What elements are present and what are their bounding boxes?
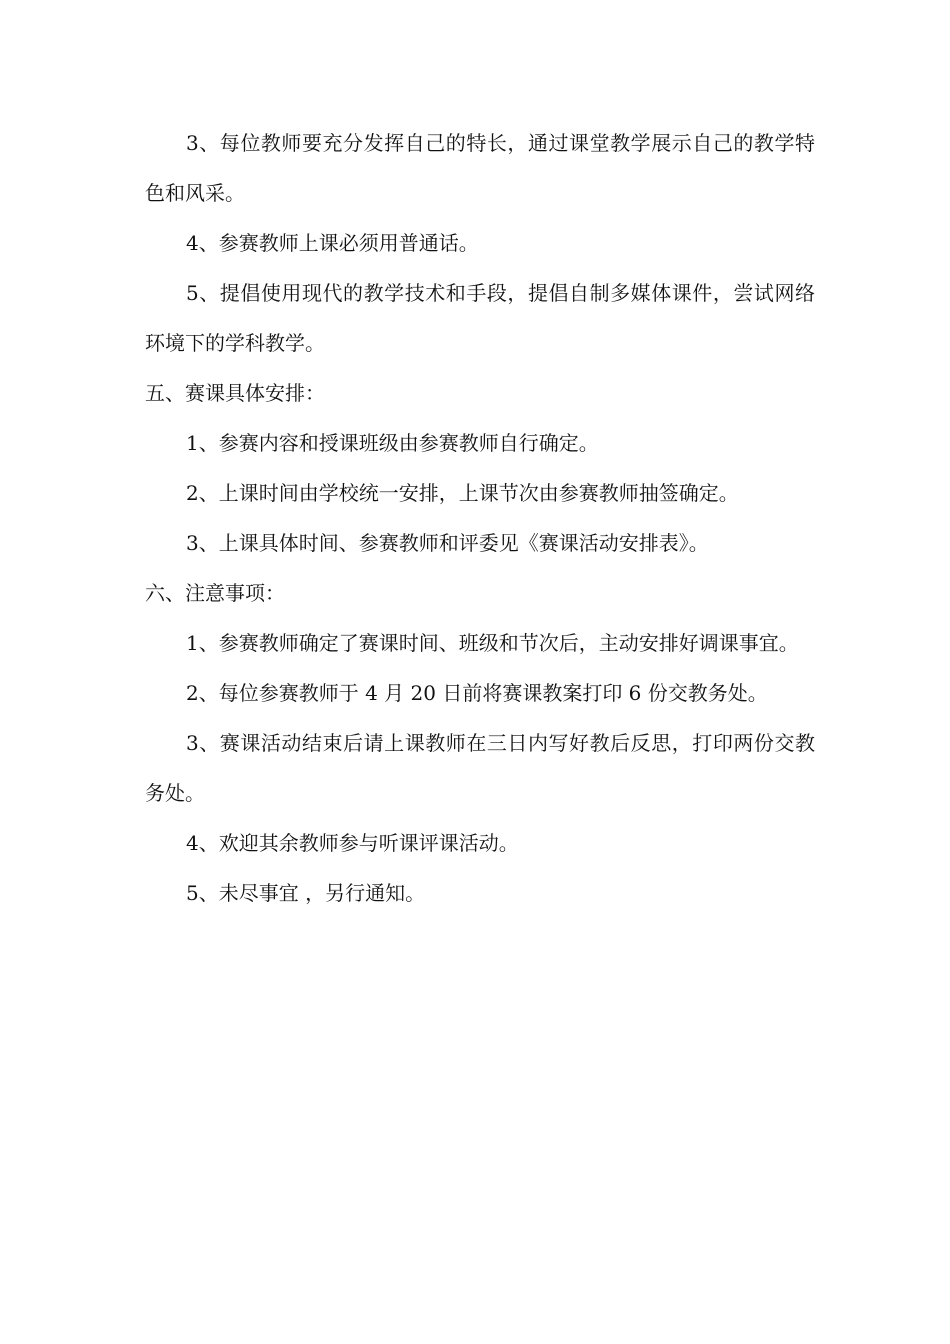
rule-item-4-mandarin: 4、参赛教师上课必须用普通话。 [186,231,479,255]
schedule-item-3: 3、上课具体时间、参赛教师和评委见《赛课活动安排表》。 [186,531,709,555]
schedule-item-1: 1、参赛内容和授课班级由参赛教师自行确定。 [186,431,599,455]
notes-item-5: 5、未尽事宜 ，另行通知。 [186,881,426,905]
notes-item-1: 1、参赛教师确定了赛课时间、班级和节次后，主动安排好调课事宜。 [186,631,799,655]
schedule-item-2: 2、上课时间由学校统一安排，上课节次由参赛教师抽签确定。 [186,481,739,505]
section-heading-notes: 六、注意事项： [145,581,285,605]
notes-item-3: 3、赛课活动结束后请上课教师在三日内写好教后反思，打印两份交教务处。 [145,731,815,805]
document-body [145,118,815,918]
rule-item-5-technology: 5、提倡使用现代的教学技术和手段，提倡自制多媒体课件，尝试网络环境下的学科教学。 [145,281,815,355]
notes-item-2: 2、每位参赛教师于 4 月 20 日前将赛课教案打印 6 份交教务处。 [186,681,768,705]
section-heading-schedule: 五、赛课具体安排： [145,381,325,405]
rule-item-3-style: 3、每位教师要充分发挥自己的特长，通过课堂教学展示自己的教学特色和风采。 [145,131,815,205]
notes-item-4: 4、欢迎其余教师参与听课评课活动。 [186,831,519,855]
